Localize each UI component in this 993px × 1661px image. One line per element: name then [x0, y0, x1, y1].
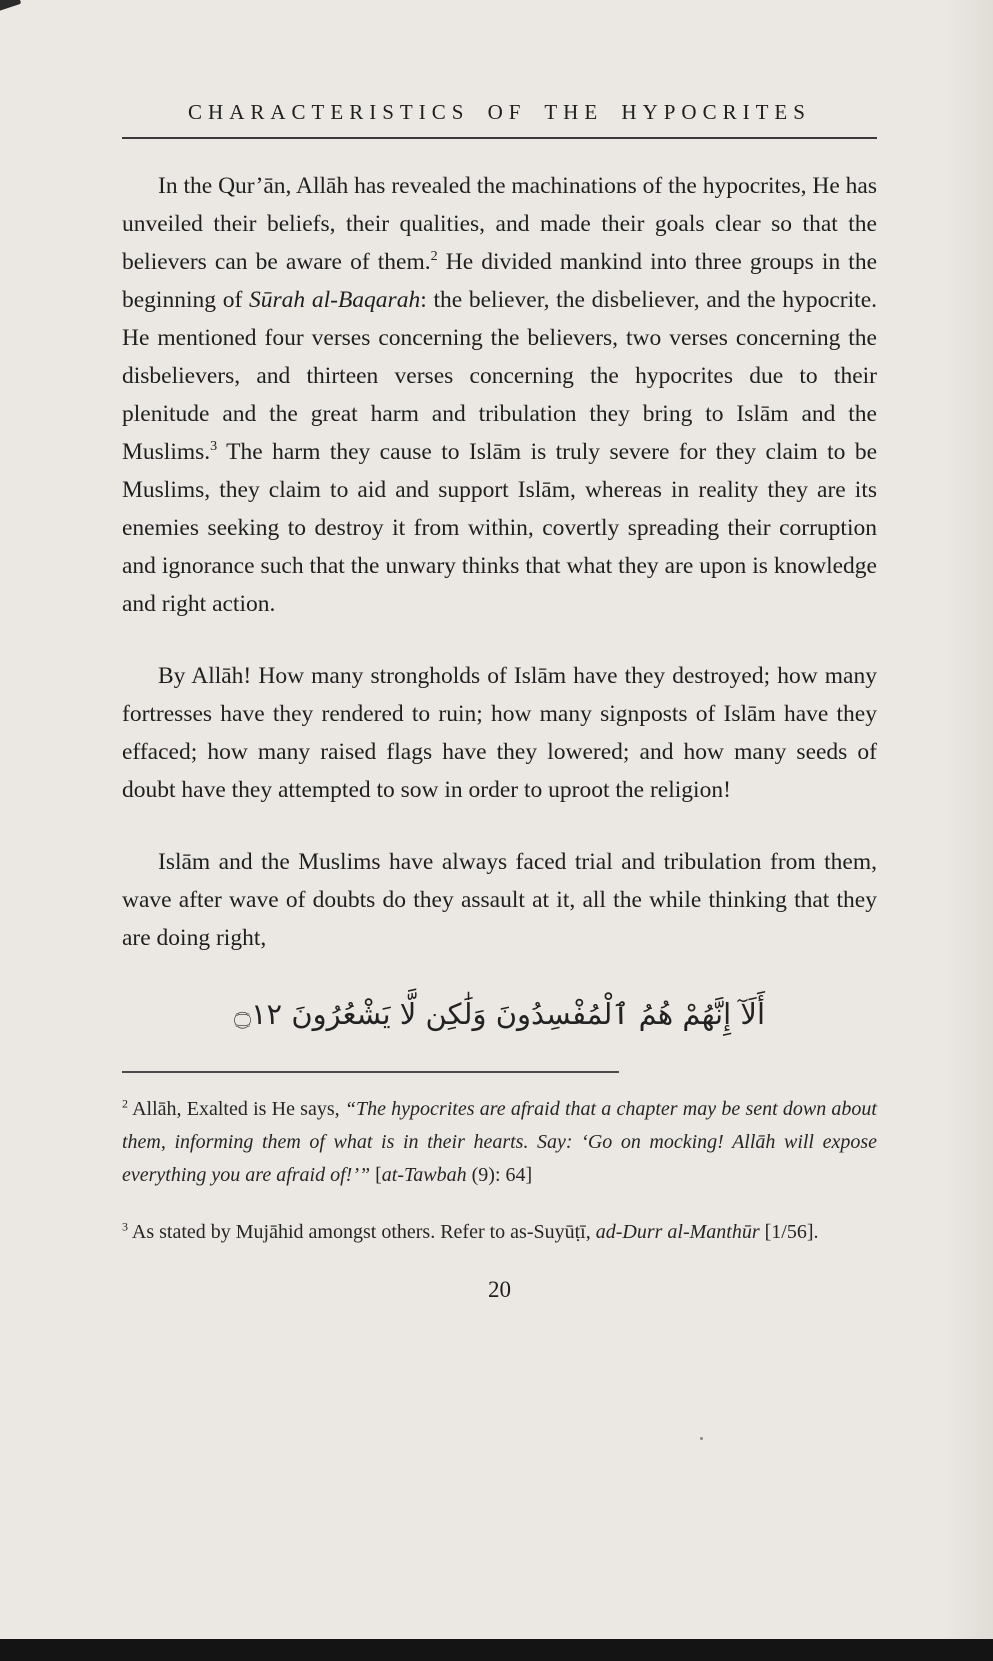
- footnote: $^3$ As stated by Mujāhid amongst others. Refer to as-Suyūṭī, ad-Durr al-Manthūr [1/56].: [122, 1219, 819, 1244]
- header-rule: [122, 137, 877, 139]
- body-paragraph: Islām and the Muslims have always faced trial and tribulation from them, wave after wave of doubts do they assault at it, all the while thinking that they are doing right,: [122, 849, 877, 951]
- scan-edge-bar: [0, 1639, 993, 1661]
- scan-speck: [700, 1437, 703, 1440]
- running-header: CHARACTERISTICS OF THE HYPOCRITES: [188, 100, 811, 124]
- footnote: $^2$ Allāh, Exalted is He says, “The hypocrites are afraid that a chapter may be sent down about them, informing them of what is in their hearts. Say: ‘Go on mocking! Allāh will expose everything you are afraid of!’” [at-Tawbah (9): 64]: [122, 1096, 877, 1187]
- footnote-rule: [122, 1071, 619, 1073]
- body-text: [122, 167, 877, 957]
- body-paragraph: By Allāh! How many strongholds of Islām have they destroyed; how many fortresses have they rendered to ruin; how many signposts of Islām have they effaced; how many raised flags have they lowered; and how many seeds of doubt have they attempted to sow in order to uproot the religion!: [122, 663, 877, 803]
- arabic-verse: أَلَآ إِنَّهُمْ هُمُ ٱلْمُفْسِدُونَ وَلَٰكِن لَّا يَشْعُرُونَ ۝١٢: [233, 997, 766, 1031]
- page-number: 20: [488, 1277, 511, 1303]
- footnotes: [122, 1093, 877, 1249]
- body-paragraph: In the Qur’ān, Allāh has revealed the machinations of the hypocrites, He has unveiled their beliefs, their qualities, and made their goals clear so that the believers can be aware of them.$^2$ He divided mankind into three groups in the beginning of Sūrah al-Baqarah: the believer, the disbeliever, and the hypocrite. He mentioned four verses concerning the believers, two verses concerning the disbelievers, and thirteen verses concerning the hypocrites due to their plenitude and the great harm and tribulation they bring to Islām and the Muslims.$^3$ The harm they cause to Islām is truly severe for they claim to be Muslims, they claim to aid and support Islām, whereas in reality they are its enemies seeking to destroy it from within, covertly spreading their corruption and ignorance such that the unwary thinks that what they are upon is knowledge and right action.: [122, 173, 877, 617]
